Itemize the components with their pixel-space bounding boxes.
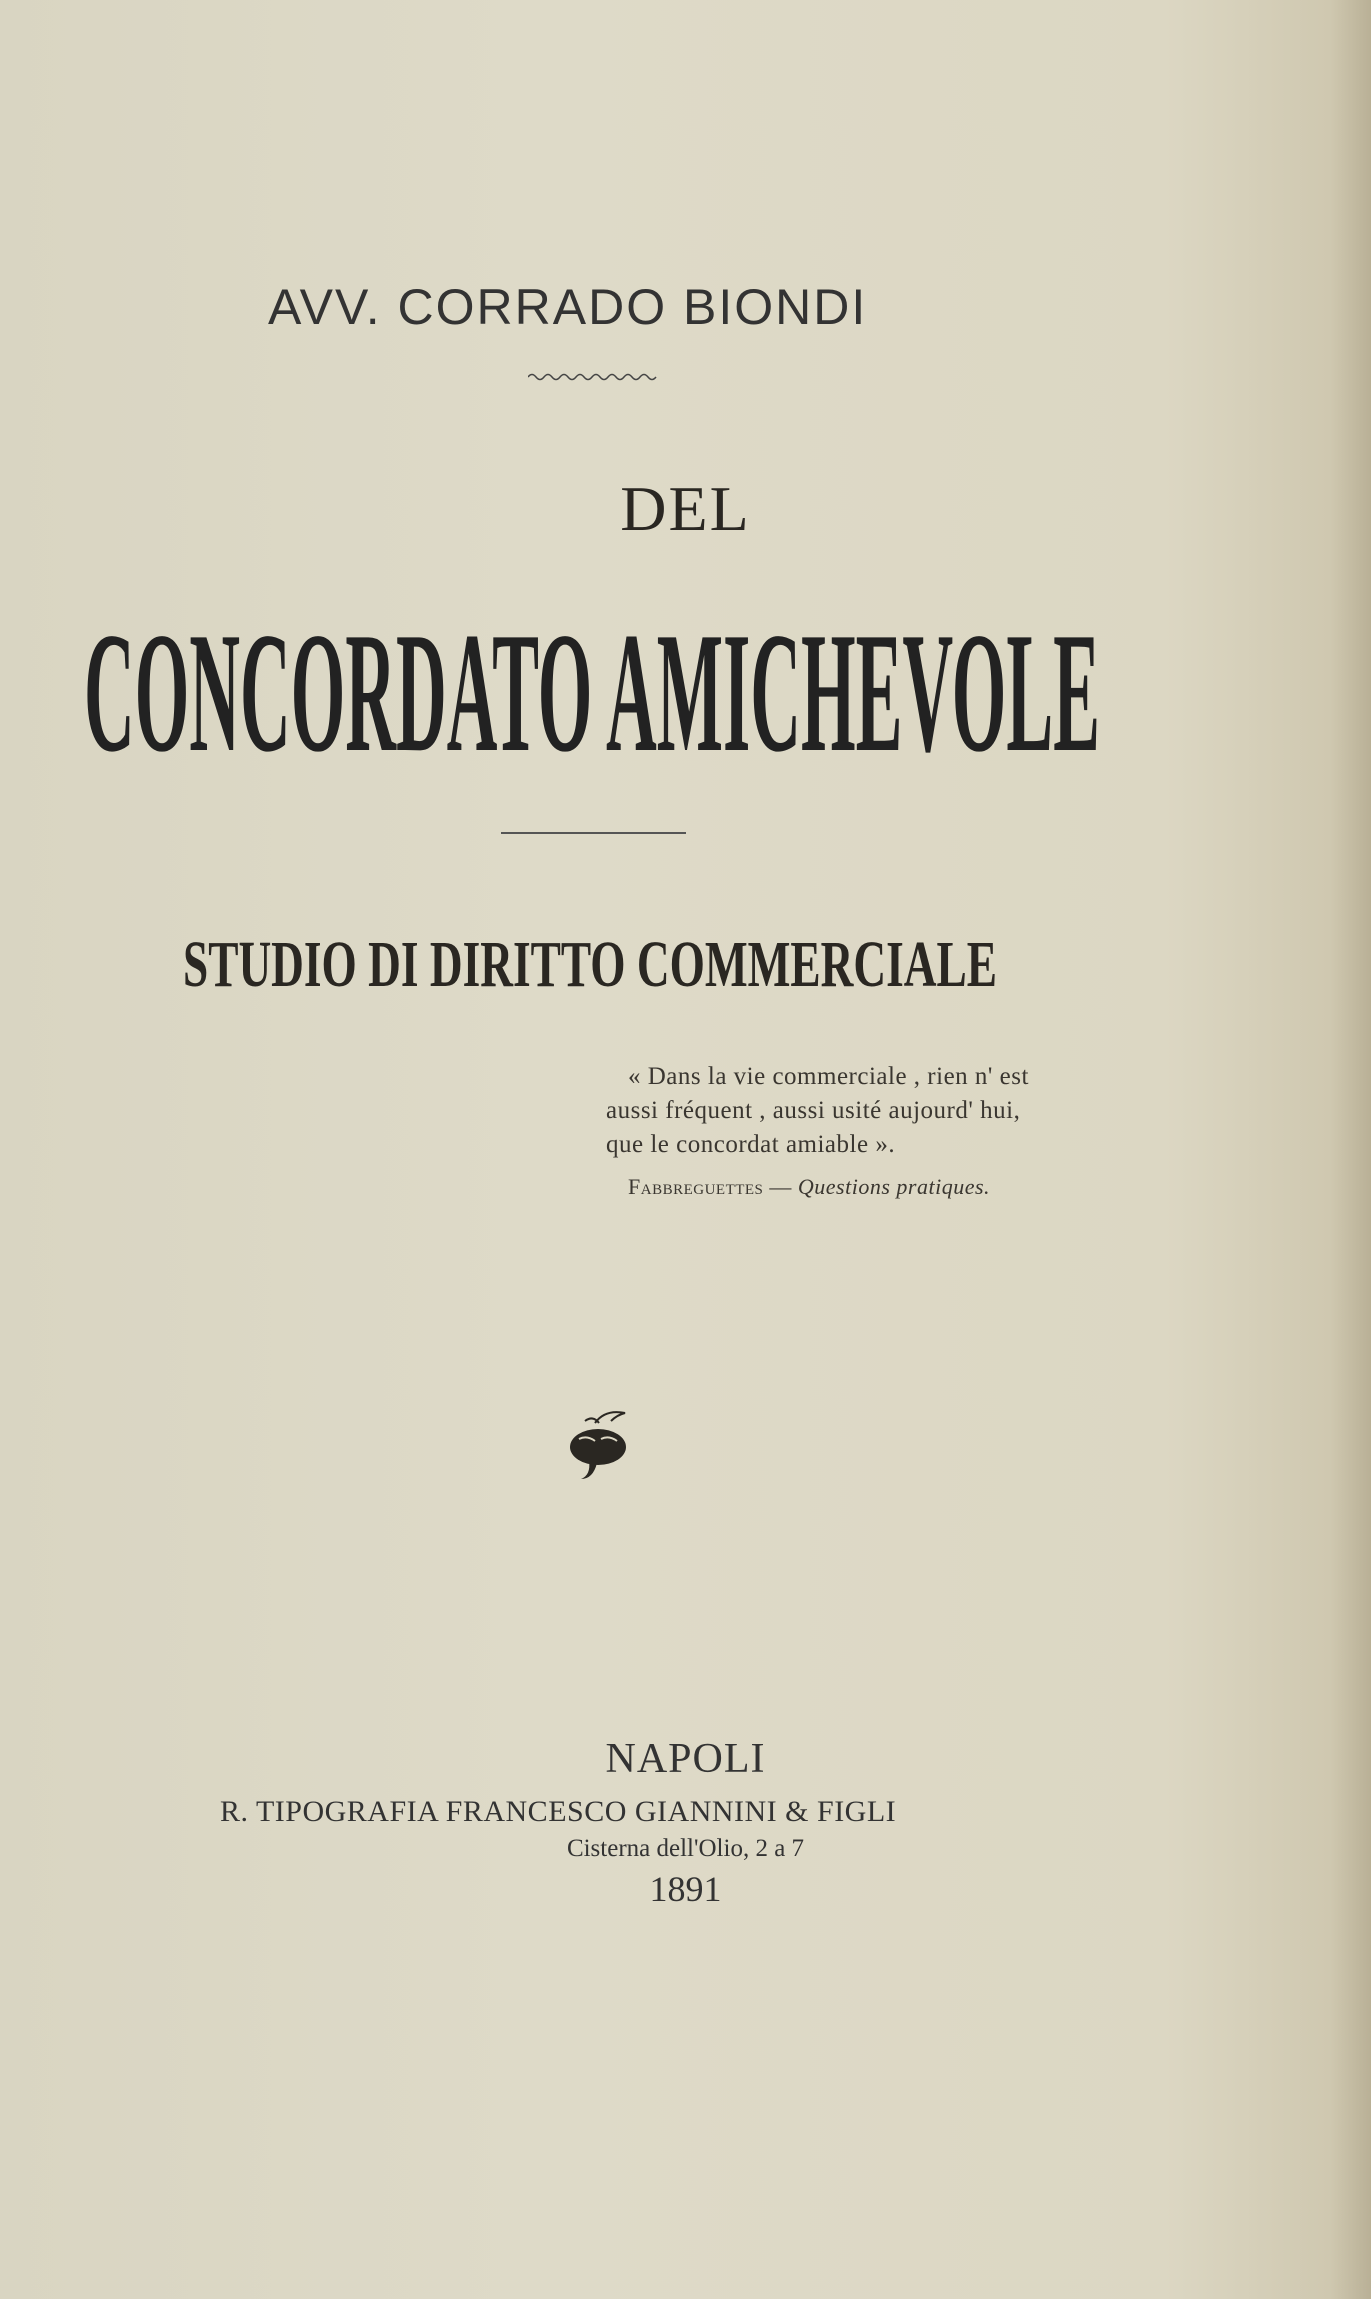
subtitle-text: STUDIO DI DIRITTO COMMERCIALE xyxy=(183,928,997,1000)
epigraph-separator: — xyxy=(769,1174,792,1199)
title-main xyxy=(0,580,1371,780)
subtitle xyxy=(0,920,1371,1000)
imprint-city: NAPOLI xyxy=(605,1736,766,1782)
divider-rule xyxy=(501,832,686,834)
imprint-address: Cisterna dell'Olio, 2 a 7 xyxy=(566,1835,805,1862)
imprint-printer: R. TIPOGRAFIA FRANCESCO GIANNINI & FIGLI xyxy=(220,1795,897,1828)
epigraph xyxy=(606,1060,1029,1204)
epigraph-work: Questions pratiques. xyxy=(797,1174,991,1199)
epigraph-line: « Dans la vie commerciale , rien n' est xyxy=(628,1063,1029,1090)
author-name: AVV. CORRADO BIONDI xyxy=(268,279,868,335)
epigraph-line: aussi fréquent , aussi usité aujourd' hui, xyxy=(606,1097,1021,1124)
wavy-ornament xyxy=(528,372,658,382)
epigraph-line: que le concordat amiable ». xyxy=(606,1131,896,1158)
imprint-year: 1891 xyxy=(649,1869,722,1909)
epigraph-author: Fabbreguettes xyxy=(628,1174,764,1199)
printer-device-ornament xyxy=(565,1405,635,1483)
title-main-text: CONCORDATO AMICHEVOLE xyxy=(84,598,1100,780)
title-small: DEL xyxy=(620,473,751,544)
